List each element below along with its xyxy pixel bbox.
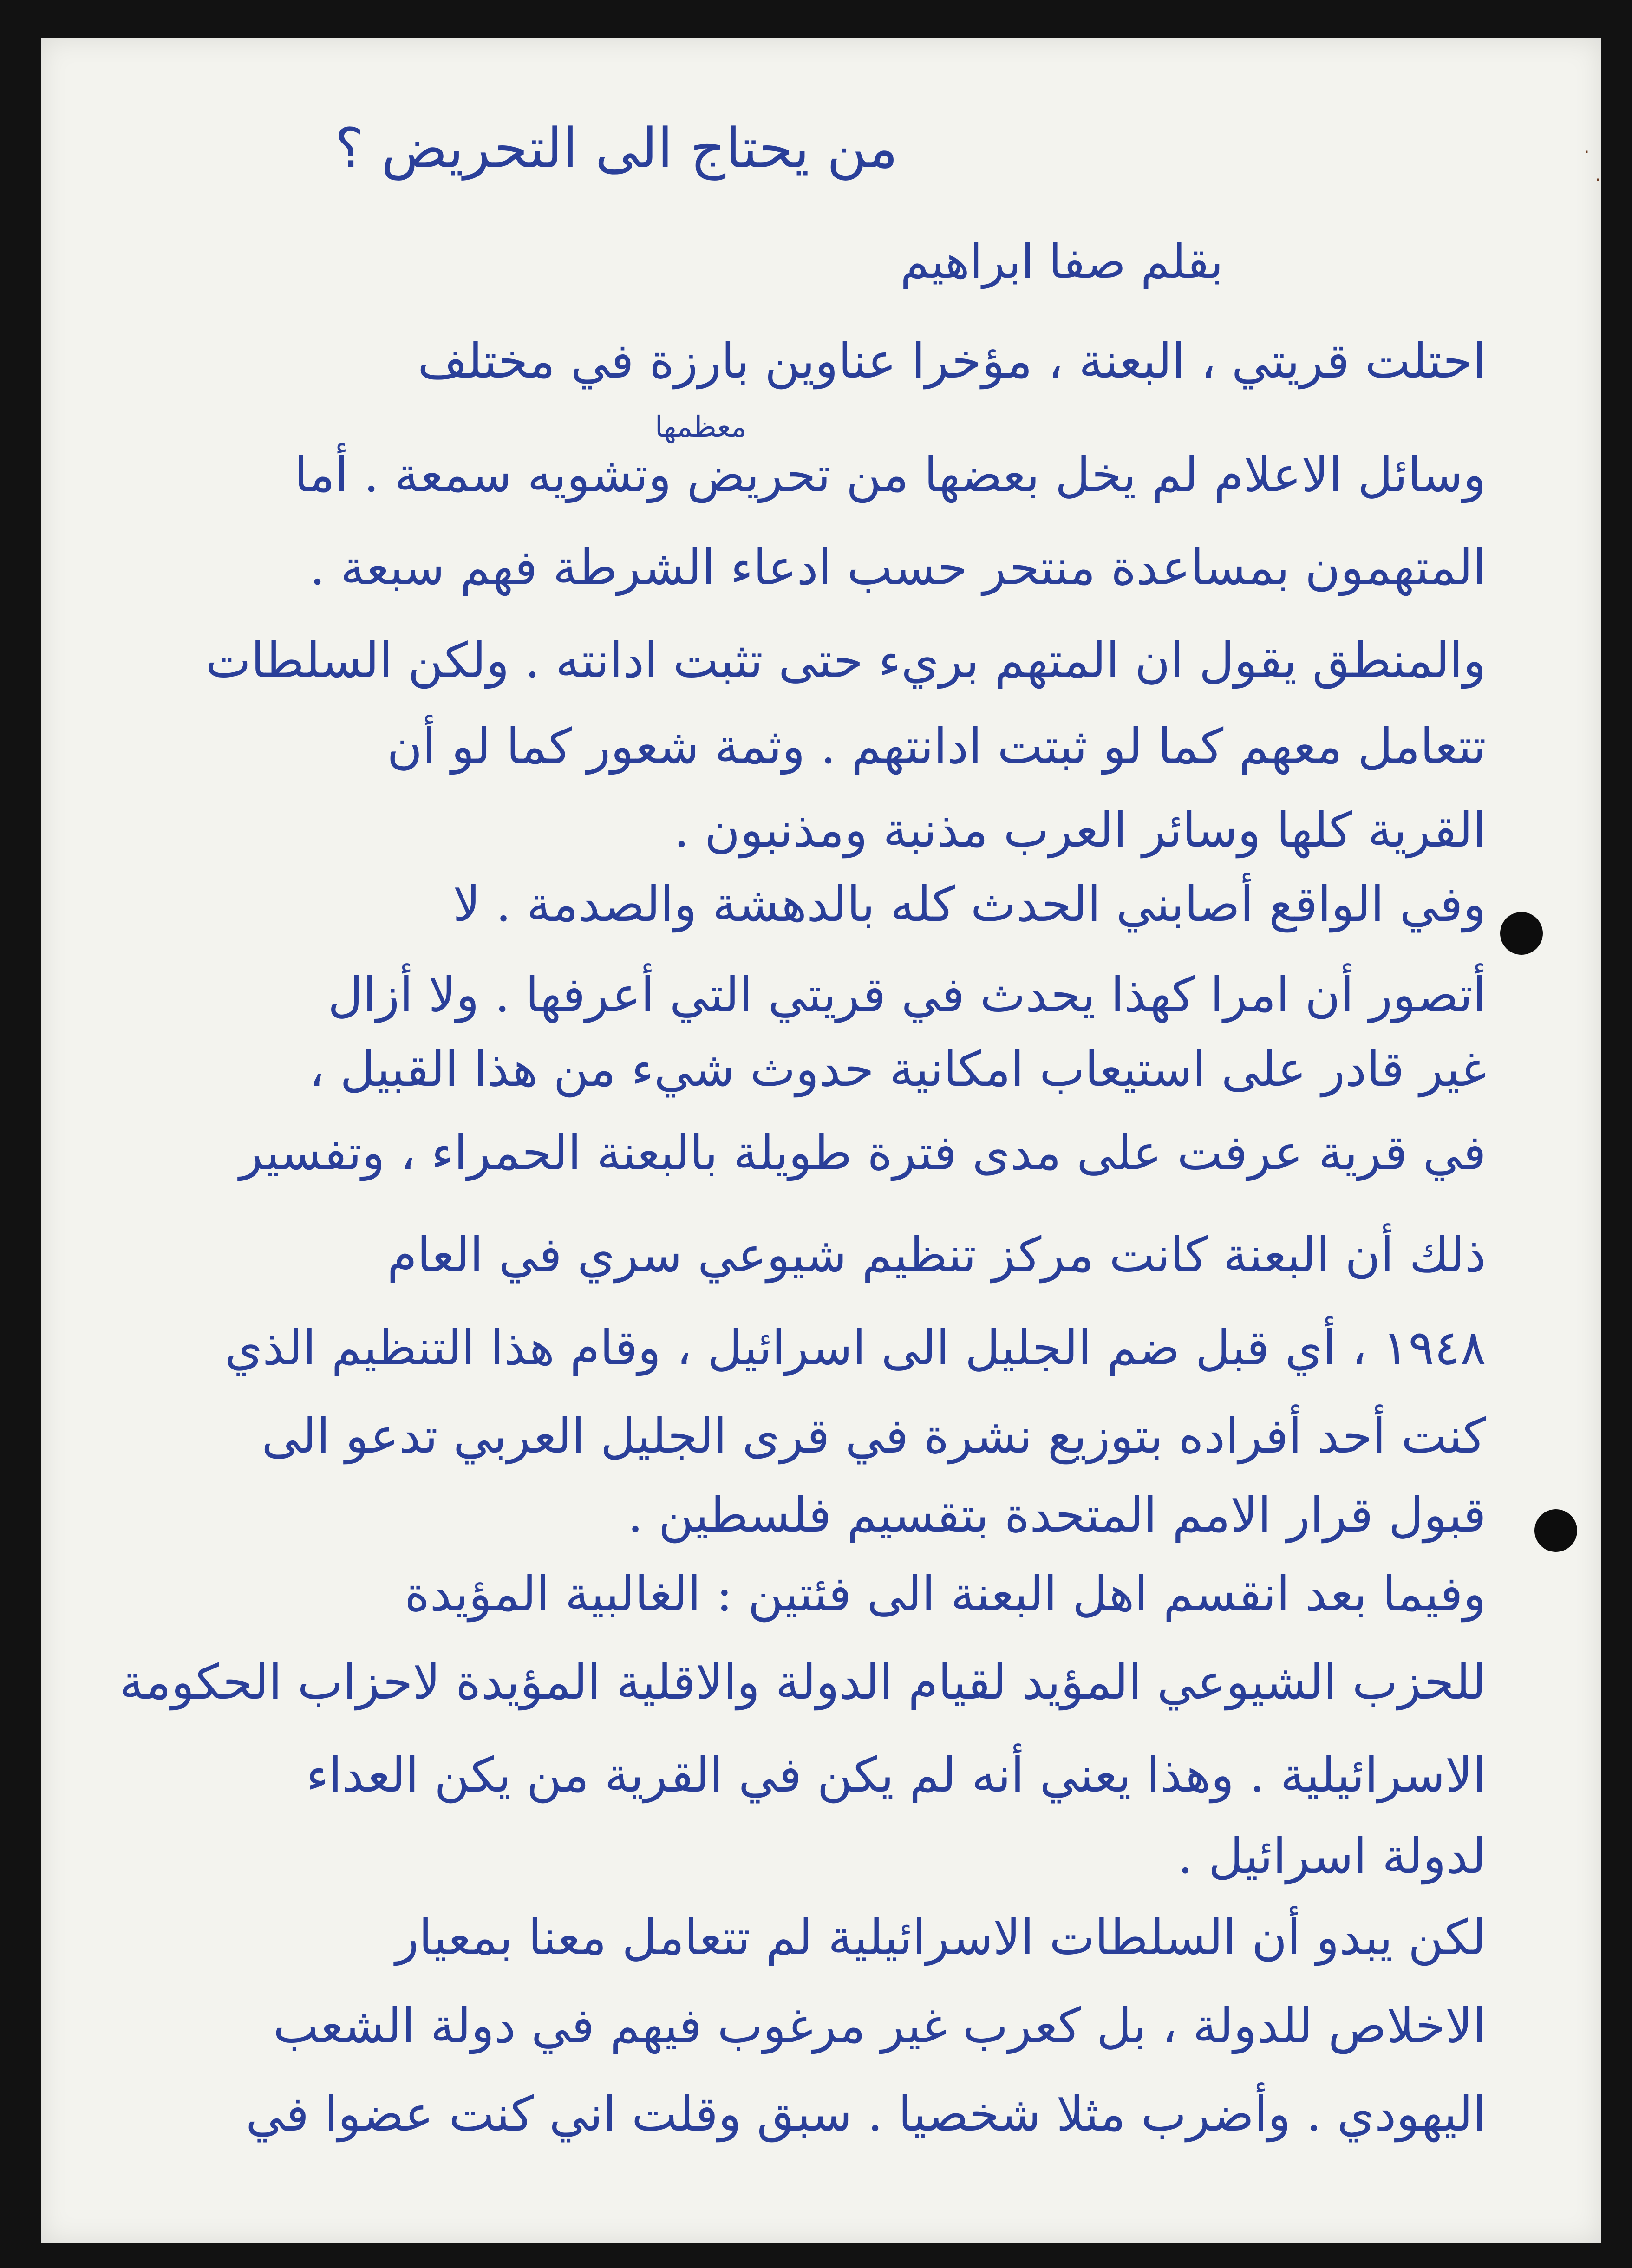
text-line: ذلك أن البعنة كانت مركز تنظيم شيوعي سري في العام	[387, 1226, 1486, 1283]
text-line: في قرية عرفت على مدى فترة طويلة بالبعنة الحمراء ، وتفسير	[239, 1124, 1486, 1181]
text-line: وفي الواقع أصابني الحدث كله بالدهشة والصدمة . لا	[453, 876, 1486, 932]
text-line: احتلت قريتي ، البعنة ، مؤخرا عناوين بارزة في مختلف	[418, 332, 1486, 389]
text-line: المتهمون بمساعدة منتحر حسب ادعاء الشرطة فهم سبعة .	[309, 539, 1486, 596]
text-line: أتصور أن امرا كهذا يحدث في قريتي التي أعرفها . ولا أزال	[327, 966, 1486, 1023]
page-title: من يحتاج الى التحريض ؟	[334, 116, 898, 180]
margin-tick-mark: ·	[1584, 142, 1590, 163]
text-line: للحزب الشيوعي المؤيد لقيام الدولة والاقلية المؤيدة لاحزاب الحكومة	[119, 1654, 1486, 1710]
punch-hole-lower	[1534, 1509, 1577, 1552]
text-line: لكن يبدو أن السلطات الاسرائيلية لم تتعامل معنا بمعيار	[395, 1909, 1486, 1966]
text-line: اليهودي . وأضرب مثلا شخصيا . سبق وقلت اني كنت عضوا في	[245, 2086, 1486, 2142]
text-line: وفيما بعد انقسم اهل البعنة الى فئتين : الغالبية المؤيدة	[404, 1565, 1486, 1622]
interlinear-insertion: معظمها	[655, 410, 747, 443]
text-line: الاخلاص للدولة ، بل كعرب غير مرغوب فيهم في دولة الشعب	[273, 1997, 1486, 2054]
punch-hole-upper	[1500, 912, 1543, 955]
text-line: لدولة اسرائيل .	[1177, 1828, 1486, 1884]
text-line: والمنطق يقول ان المتهم بريء حتى تثبت ادانته . ولكن السلطات	[205, 632, 1486, 689]
text-line: ١٩٤٨ ، أي قبل ضم الجليل الى اسرائيل ، وقام هذا التنظيم الذي	[224, 1319, 1486, 1376]
text-line: قبول قرار الامم المتحدة بتقسيم فلسطين .	[627, 1486, 1486, 1543]
text-line: وسائل الاعلام لم يخل بعضها من تحريض وتشويه سمعة . أما	[294, 446, 1486, 503]
text-line: كنت أحد أفراده بتوزيع نشرة في قرى الجليل العربي تدعو الى	[261, 1408, 1486, 1464]
text-line: غير قادر على استيعاب امكانية حدوث شيء من هذا القبيل ،	[309, 1041, 1486, 1097]
text-line: القرية كلها وسائر العرب مذنبة ومذنبون .	[673, 802, 1486, 858]
text-line: تتعامل معهم كما لو ثبتت ادانتهم . وثمة شعور كما لو أن	[387, 718, 1486, 775]
text-line: الاسرائيلية . وهذا يعني أنه لم يكن في القرية من يكن العداء	[306, 1747, 1486, 1803]
margin-tick-mark: ·	[1595, 169, 1601, 191]
author-byline: بقلم صفا ابراهيم	[900, 235, 1223, 289]
